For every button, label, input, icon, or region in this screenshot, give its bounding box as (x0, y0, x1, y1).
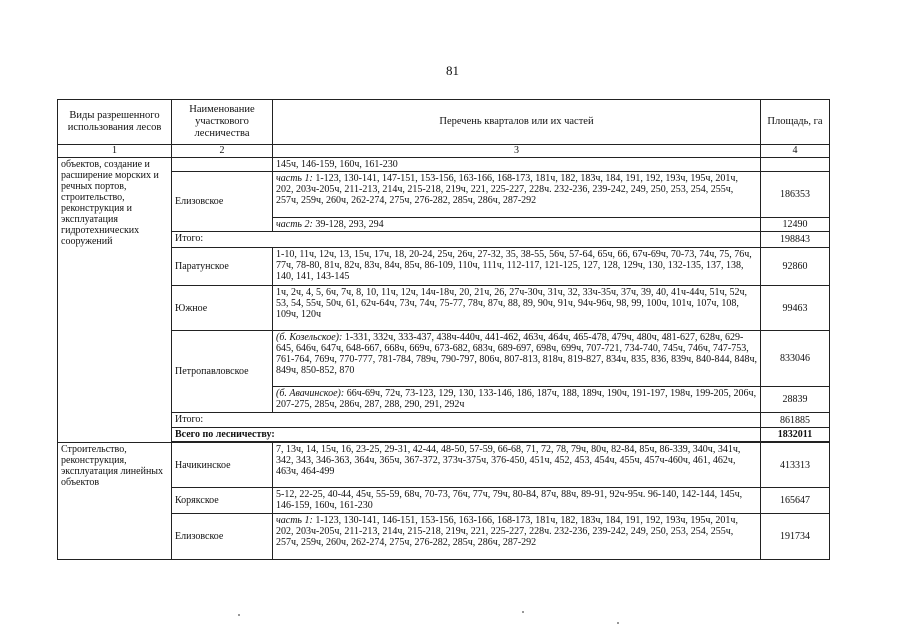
subtotal-label: Итого: (172, 413, 761, 428)
quarters-cell: 1ч, 2ч, 4, 5, 6ч, 7ч, 8, 10, 11ч, 12ч, 14ч-18ч, 20, 21ч, 26, 27ч-30ч, 31ч, 32, 33ч-35ч, 37ч, 39, 40, 41ч-44ч, 51ч, 52ч, 53, 54, 55ч, 50ч, 61, 62ч-64ч, 73ч, 74ч, 75-77, 78ч, 87ч, 88, 89, 90ч, 91ч, 94ч-96ч, 98, 99, 100ч, 101ч, 107ч, 108, 109ч, 120ч (273, 286, 761, 331)
table-row (58, 488, 830, 514)
subtotal-area: 198843 (761, 232, 830, 248)
forestry-name: Корякское (172, 488, 273, 514)
column-number: 2 (172, 145, 273, 158)
part-label: часть 1: (276, 515, 313, 526)
column-number-row (58, 145, 830, 158)
quarters-text: 1-123, 130-141, 147-151, 153-156, 163-166, 168-173, 181ч, 182, 183ч, 184, 191, 192, 193ч, 195ч, 201ч, 202, 203ч-205ч, 211-213, 214ч, 215-218, 219ч, 221, 225-227, 228ч. 232-236, 239-242, 249, 250, 253, 254, 255ч, 257ч, 259ч, 260ч, 262-274, 275ч, 276-282, 285ч, 286ч, 287-292 (276, 173, 738, 206)
use-type-cell: объектов, создание и расширение морских и речных портов, строительство, реконструкция и эксплуатация гидротехнических сооружений (58, 158, 172, 443)
forestry-name: Начикинское (172, 443, 273, 488)
header-quarters: Перечень кварталов или их частей (273, 100, 761, 145)
forest-use-table (57, 99, 830, 560)
subtotal-area: 861885 (761, 413, 830, 428)
forestry-name: Петропавловское (172, 331, 273, 413)
area-cell: 186353 (761, 172, 830, 218)
header-area: Площадь, га (761, 100, 830, 145)
quarters-cell (273, 331, 761, 387)
total-row (58, 428, 830, 442)
quarters-cell: 7, 13ч, 14, 15ч, 16, 23-25, 29-31, 42-44, 48-50, 57-59, 66-68, 71, 72, 78, 79ч, 80ч, 82-84, 85ч, 86-339, 340ч, 341ч, 342, 343, 346-363, 364ч, 365ч, 367-372, 373ч-375ч, 376-450, 451ч, 452, 453, 454ч, 455ч, 457ч-460ч, 461, 462ч, 463ч, 464-499 (273, 443, 761, 488)
area-cell: 413313 (761, 443, 830, 488)
quarters-cell: 1-10, 11ч, 12ч, 13, 15ч, 17ч, 18, 20-24, 25ч, 26ч, 27-32, 35, 38-55, 56ч, 57-64, 65ч, 66, 67ч-69ч, 70-73, 74ч, 75, 76ч, 77ч, 78-80, 81ч, 82ч, 83ч, 84ч, 85ч, 86-109, 110ч, 111ч, 112-117, 121-125, 127, 128, 129ч, 130, 132-135, 137, 138, 140, 141, 143-145 (273, 248, 761, 286)
area-cell-empty (761, 158, 830, 172)
area-cell: 28839 (761, 387, 830, 413)
quarters-text: 1-331, 332ч, 333-437, 438ч-440ч, 441-462, 463ч, 464ч, 465-478, 479ч, 480ч, 481-627, 628ч, 629-645, 646ч, 647ч, 648-667, 668ч, 669ч, 673-682, 683ч, 689-697, 698ч, 699ч, 707-721, 734-740, 745ч, 746ч, 747-753, 761-764, 769ч, 770-777, 781-784, 789ч, 790-797, 806ч, 807-813, 818ч, 819-827, 834ч, 835, 836, 839ч, 840-844, 848ч, 849ч, 850-852, 870 (276, 332, 758, 376)
subtotal-row (58, 232, 830, 248)
subtotal-row (58, 413, 830, 428)
table-row (58, 158, 830, 172)
quarters-cell (273, 387, 761, 413)
quarters-cell: 5-12, 22-25, 40-44, 45ч, 55-59, 68ч, 70-73, 76ч, 77ч, 79ч, 80-84, 87ч, 88ч, 89-91, 92ч-95ч. 96-140, 142-144, 145ч, 146-159, 160ч, 161-230 (273, 488, 761, 514)
quarters-cell (273, 218, 761, 232)
scan-speck (238, 614, 240, 616)
table-row (58, 443, 830, 488)
forestry-name: Паратунское (172, 248, 273, 286)
forestry-name: Елизовское (172, 514, 273, 560)
quarters-text: 1-123, 130-141, 146-151, 153-156, 163-166, 168-173, 181ч, 182, 183ч, 184, 191, 192, 193ч, 195ч, 201ч, 202, 203ч-205ч, 211-213, 214ч, 215-218, 219ч, 221, 225-227, 228ч. 232-236, 239-242, 249, 250, 253, 254, 255ч, 257ч, 259ч, 260ч, 262-274, 275ч, 276-282, 285ч, 286ч, 287-292 (276, 515, 738, 548)
table-row (58, 172, 830, 218)
forestry-name: Южное (172, 286, 273, 331)
use-type-cell: Строительство, реконструкция, эксплуатация линейных объектов (58, 443, 172, 560)
quarters-cell (273, 172, 761, 218)
page-number: 81 (446, 63, 459, 78)
area-cell: 12490 (761, 218, 830, 232)
header-row (58, 100, 830, 145)
area-cell: 833046 (761, 331, 830, 387)
forestry-name: Елизовское (172, 172, 273, 232)
quarters-cell (273, 514, 761, 560)
quarters-cell: 145ч, 146-159, 160ч, 161-230 (273, 158, 761, 172)
part-label: часть 1: (276, 173, 313, 184)
subtotal-label: Итого: (172, 232, 761, 248)
column-number: 4 (761, 145, 830, 158)
forestry-name-empty (172, 158, 273, 172)
area-cell: 165647 (761, 488, 830, 514)
quarters-text: 66ч-69ч, 72ч, 73-123, 129, 130, 133-146, 186, 187ч, 188, 189ч, 190ч, 191-197, 198ч, 199-205, 206ч, 207-275, 285ч, 286ч, 287, 288, 290, 291, 292ч (276, 388, 757, 410)
scan-speck (617, 622, 619, 624)
area-cell: 92860 (761, 248, 830, 286)
header-forestry-name: Наименование участкового лесничества (172, 100, 273, 145)
area-cell: 99463 (761, 286, 830, 331)
total-label: Всего по лесничеству: (172, 428, 761, 442)
column-number: 3 (273, 145, 761, 158)
part-label: часть 2: (276, 219, 313, 230)
column-number: 1 (58, 145, 172, 158)
quarters-text: 39-128, 293, 294 (312, 219, 384, 230)
area-cell: 191734 (761, 514, 830, 560)
part-label: (б. Авачинское): (276, 388, 345, 399)
table-row (58, 514, 830, 560)
table-row (58, 331, 830, 387)
table-row (58, 248, 830, 286)
total-area: 1832011 (761, 428, 830, 442)
scan-speck (522, 611, 524, 613)
part-label: (б. Козельское): (276, 332, 343, 343)
header-use-types: Виды разрешенного использования лесов (58, 100, 172, 145)
table-row (58, 286, 830, 331)
